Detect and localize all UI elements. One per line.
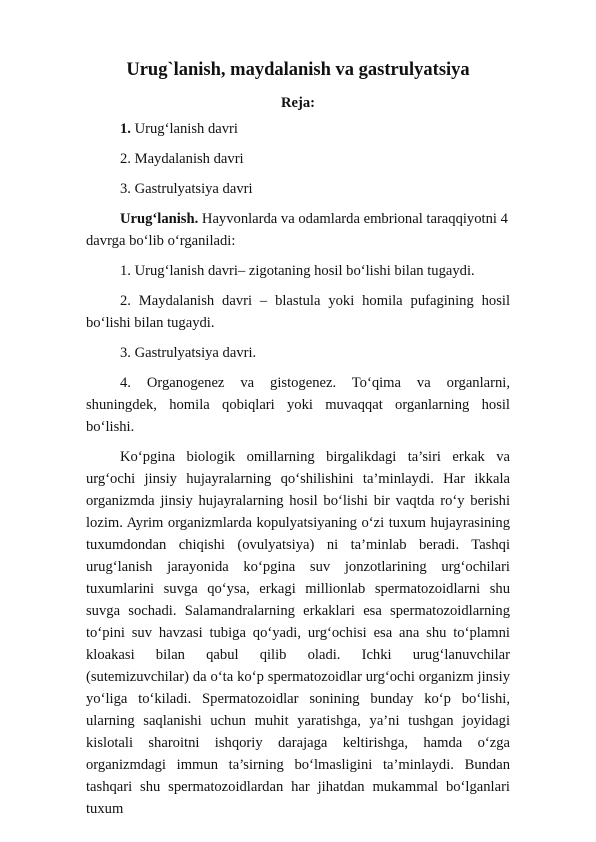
stage-item: 3. Gastrulyatsiya davri. [120,345,257,361]
document-title: Urug`lanish, maydalanish va gastrulyatsiya [126,60,470,80]
document-body [86,118,510,820]
plan-heading: Reja: [280,95,316,111]
stage-item: 1. Urug‘lanish davri– zigotaning hosil bo‘lishi bilan tugaydi. [120,263,475,279]
intro-term: Urug‘lanish. [120,211,199,227]
body-paragraph: Ko‘pgina biologik omillarning birgalikdagi ta’siri erkak va urg‘ochi jinsiy hujayralarning qo‘shilishini ta’minlaydi. Har ikkala organizmda jinsiy hujayralarning hosil bo‘lishi bir vaqtda ro‘y berishi lozim. Ayrim organizmlarda kopulyatsiyaning o‘zi tuxum hujayrasining tuxumdondan chiqishi (ovulyatsiya) ni ta’minlab beradi. Tashqi urug‘lanish jarayonida ko‘pgina suv jonzotlarining urg‘ochilari tuxumlarini suvga qo‘ysa, erkagi millionlab spermatozoidlarni shu suvga sochadi. Salamandralarning erkaklari esa spermatozoidlarning to‘pini suv havzasi tubiga qo‘yadi, urg‘ochisi esa ana shu to‘plamni kloakasi bilan qabul qilib oladi. Ichki urug‘lanuvchilar (sutemizuvchilar) da o‘ta ko‘p spermatozoidlar urg‘ochi organizm jinsiy yo‘liga to‘kiladi. Spermatozoidlar sonining bunday ko‘p bo‘lishi, ularning saqlanishi uchun muhit yaratishga, ya’ni tushgan joyidagi kislotali sharoitni ishqoriy darajaga keltirishga, hamda o‘zga organizmdagi immun ta’sirning bo‘lmasligini ta’minlaydi. Bundan tashqari shu spermatozoidlardan har jihatdan mukammal bo‘lganlari tuxum [86,449,510,817]
stage-item: 4. Organogenez va gistogenez. To‘qima va organlarni, shuningdek, homila qobiqlari yoki muvaqqat organlarning hosil bo‘lishi. [86,375,510,435]
plan-item: 1. Urug‘lanish davri [120,121,238,137]
plan-item: 2. Maydalanish davri [120,151,244,167]
stage-item: 2. Maydalanish davri – blastula yoki homila pufagining hosil bo‘lishi bilan tugaydi. [86,293,510,331]
plan-item: 3. Gastrulyatsiya davri [120,181,253,197]
intro-paragraph: Urug‘lanish. Hayvonlarda va odamlarda embrional taraqqiyotni 4 davrga bo‘lib o‘rganiladi: [86,211,508,249]
